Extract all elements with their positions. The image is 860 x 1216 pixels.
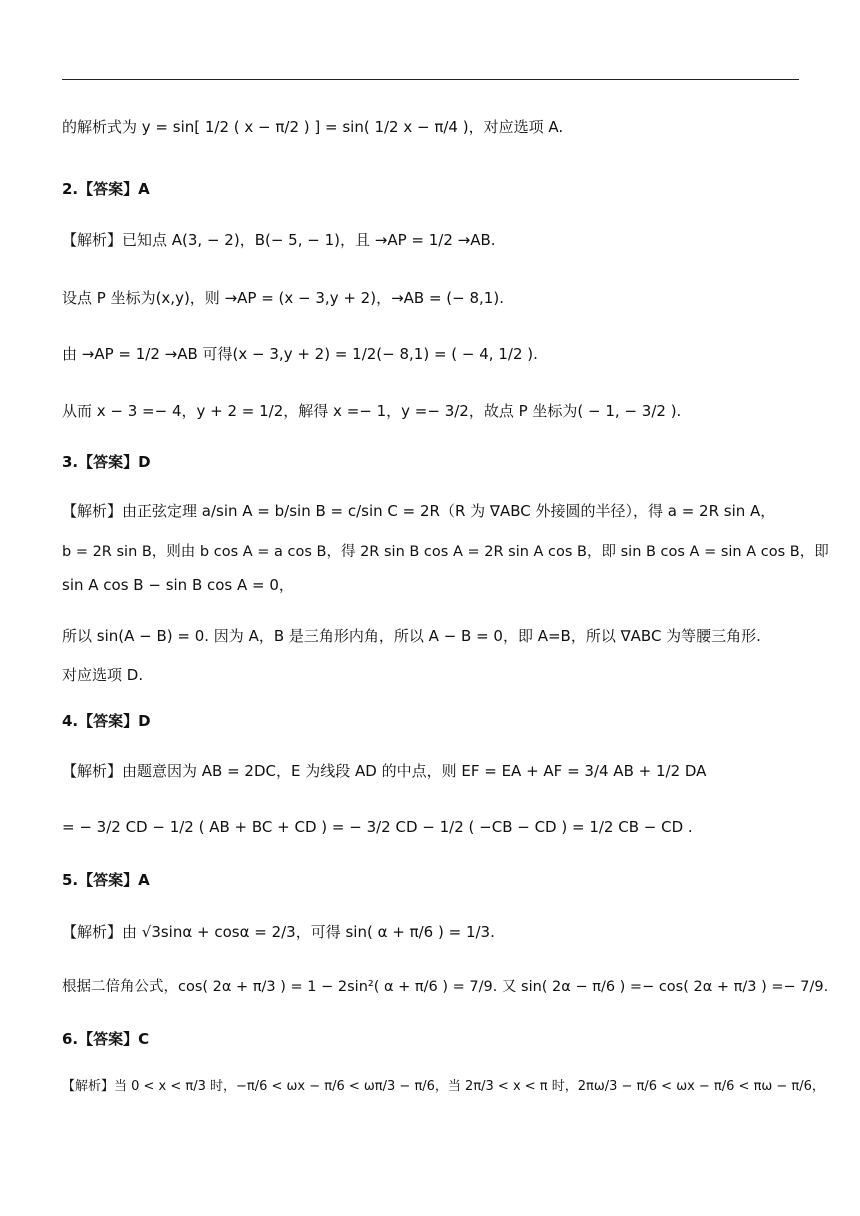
answer-heading-3: 3.【答案】D xyxy=(62,453,151,471)
text-line-11: 所以 sin(A − B) = 0. 因为 A，B 是三角形内角，所以 A − B = 0，即 A=B，所以 ∇ABC 为等腰三角形. xyxy=(62,627,761,645)
text-line-5: 由 →AP = 1/2 →AB 可得(x − 3,y + 2) = 1/2(− 8,1) = ( − 4, 1/2 ). xyxy=(62,345,538,363)
text-line-17: 【解析】由 √3sinα + cosα = 2/3，可得 sin( α + π/6 ) = 1/3. xyxy=(62,923,495,941)
text-line-18: 根据二倍角公式，cos( 2α + π/3 ) = 1 − 2sin²( α + π/6 ) = 7/9. 又 sin( 2α − π/6 ) =− cos( 2α + π/3 ) =− 7/9. xyxy=(62,979,829,995)
text-line-10: sin A cos B − sin B cos A = 0， xyxy=(62,576,294,594)
text-line-1: 的解析式为 y = sin[ 1/2 ( x − π/2 ) ] = sin( 1/2 x − π/4 )，对应选项 A. xyxy=(62,118,564,136)
header-rule xyxy=(62,79,799,80)
text-line-6: 从而 x − 3 =− 4，y + 2 = 1/2，解得 x =− 1，y =− 3/2，故点 P 坐标为( − 1, − 3/2 ). xyxy=(62,402,682,420)
text-line-15: = − 3/2 CD − 1/2 ( AB + BC + CD ) = − 3/2 CD − 1/2 ( −CB − CD ) = 1/2 CB − CD . xyxy=(62,818,693,836)
text-line-4: 设点 P 坐标为(x,y)，则 →AP = (x − 3,y + 2)，→AB = (− 8,1). xyxy=(62,289,504,307)
answer-heading-4: 4.【答案】D xyxy=(62,712,151,730)
text-line-20: 【解析】当 0 < x < π/3 时，−π/6 < ωx − π/6 < ωπ/3 − π/6，当 2π/3 < x < π 时，2πω/3 − π/6 < ωx − π/6 < πω − π/6， xyxy=(62,1079,825,1094)
text-line-3: 【解析】已知点 A(3, − 2)，B(− 5, − 1)，且 →AP = 1/2 →AB. xyxy=(62,231,496,249)
text-line-14: 【解析】由题意因为 AB = 2DC，E 为线段 AD 的中点，则 EF = EA + AF = 3/4 AB + 1/2 DA xyxy=(62,762,707,780)
answer-heading-2: 2.【答案】A xyxy=(62,180,150,198)
text-line-9: b = 2R sin B，则由 b cos A = a cos B，得 2R sin B cos A = 2R sin A cos B，即 sin B cos A = sin A cos B，即 xyxy=(62,544,829,560)
answer-heading-5: 5.【答案】A xyxy=(62,871,150,889)
answer-heading-6: 6.【答案】C xyxy=(62,1030,150,1048)
text-line-12: 对应选项 D. xyxy=(62,666,144,684)
text-line-8: 【解析】由正弦定理 a/sin A = b/sin B = c/sin C = 2R（R 为 ∇ABC 外接圆的半径），得 a = 2R sin A， xyxy=(62,502,776,520)
